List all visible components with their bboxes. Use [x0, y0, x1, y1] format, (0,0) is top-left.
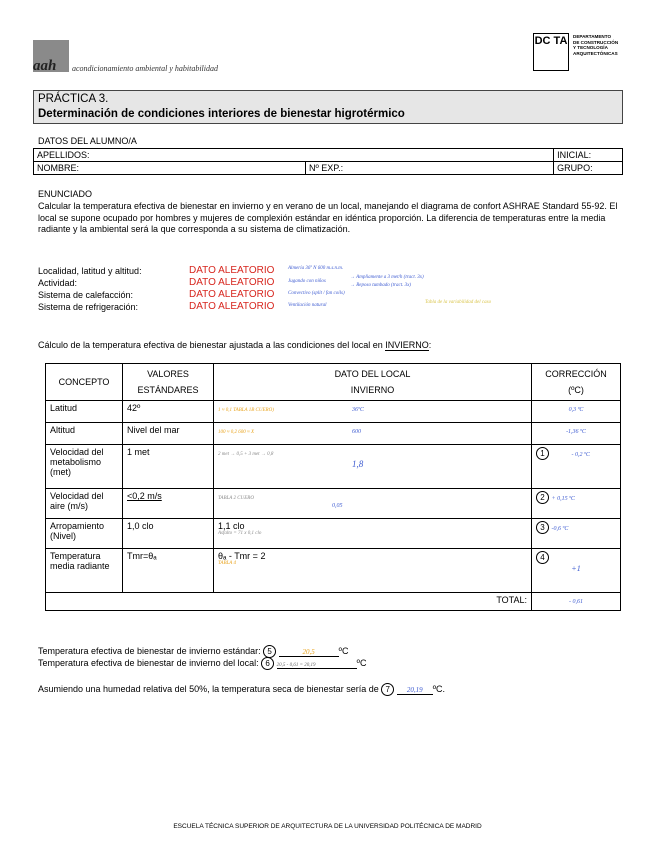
row-note: 100 ≈ 0,2 600 ≈ X: [218, 430, 255, 435]
local-cell[interactable]: [214, 549, 532, 593]
total-value: - 0,61: [569, 599, 583, 605]
row-note: 1 ≈ 0,1 TABLA 1B CUERO): [218, 408, 274, 413]
table-row: [46, 549, 621, 593]
result-local: [38, 657, 366, 670]
result-local-value[interactable]: 20,5 - 0,61 = 20,19: [277, 663, 357, 669]
row-note: TABLA 2 CUERO: [218, 496, 254, 501]
nombre-field[interactable]: NOMBRE:: [34, 162, 306, 175]
student-heading: DATOS DEL ALUMNO/A: [38, 136, 137, 146]
param-value: DATO ALEATORIO: [189, 265, 275, 276]
param-note: Almería 36º N 600 m.s.n.m.: [288, 266, 344, 271]
note-cell: [214, 401, 313, 423]
param-value: DATO ALEATORIO: [189, 301, 275, 312]
table-row: [46, 423, 621, 445]
circle-number: 7: [381, 683, 394, 696]
concepto-cell: Velocidad del metabolismo (met): [46, 445, 123, 489]
note-cell: [214, 489, 313, 519]
header-dato-1: DATO DEL LOCAL: [334, 369, 411, 379]
param-label: Localidad, latitud y altitud:: [38, 266, 142, 276]
header-corr-2: (ºC): [568, 385, 584, 395]
local-cell[interactable]: [312, 423, 532, 445]
correction-cell[interactable]: [532, 401, 621, 423]
total-label: TOTAL:: [46, 593, 532, 611]
correction-value: 0,3 ºC: [568, 407, 584, 413]
header-valores-2: ESTÁNDARES: [137, 385, 199, 395]
practice-number: PRÁCTICA 3.: [38, 93, 109, 105]
param-label: Actividad:: [38, 278, 78, 288]
param-note: Ventilación natural: [288, 303, 327, 308]
dcta-logo-text: DC TA: [534, 35, 568, 47]
circle-number: 1: [536, 447, 549, 460]
apellidos-field[interactable]: APELLIDOS:: [34, 149, 554, 162]
total-cell[interactable]: [532, 593, 621, 611]
note-cell: [214, 445, 313, 489]
concepto-cell: Latitud: [46, 401, 123, 423]
correction-value: + 0,15 ºC: [551, 496, 575, 502]
correction-cell[interactable]: [532, 423, 621, 445]
result-local-unit: ºC: [356, 658, 367, 668]
result-dry-label: Asumiendo una humedad relativa del 50%, la temperatura seca de bienestar sería de: [38, 684, 379, 694]
estandar-cell: Nivel del mar: [123, 423, 214, 445]
inicial-field[interactable]: INICIAL:: [554, 149, 623, 162]
local-cell[interactable]: [312, 489, 532, 519]
result-standard-label: Temperatura efectiva de bienestar de invierno estándar:: [38, 646, 261, 656]
estandar-value: <0,2 m/s: [127, 491, 162, 501]
estandar-cell: [123, 489, 214, 519]
grupo-field[interactable]: GRUPO:: [554, 162, 623, 175]
estandar-cell: Tmr=θₐ: [123, 549, 214, 593]
activity-note-a: → Ampliamente a 3 met/h (tract. 3x): [350, 275, 424, 280]
param-note: Jugando con niños: [288, 279, 326, 284]
circle-number: 3: [536, 521, 549, 534]
correction-table: [45, 363, 621, 611]
activity-note-b: → Reposo tumbado (tract. 3x): [350, 283, 411, 288]
dcta-logo: [533, 33, 569, 71]
department-name: [573, 34, 633, 56]
header-valores-1: VALORES: [147, 369, 189, 379]
circle-number: 2: [536, 491, 549, 504]
row-note: Asfalto = 71 x 0,1 clo: [218, 531, 262, 536]
aah-logo-letters: aah: [33, 58, 57, 74]
result-dry-value[interactable]: 20,19: [397, 686, 433, 695]
header-corr-1: CORRECCIÓN: [545, 369, 607, 379]
enunciado-text: Calcular la temperatura efectiva de bienestar en invierno y en verano de un local, manejando el diagrama de confort ASHRAE Standard 55-92. El local se supone ocupado por hombres y mujeres de complexión estándar en idéntica proporción. La diferencia de temperaturas entre la media radiante y la ambiental será la que corresponda a su sistema de climatización.: [38, 201, 618, 234]
correction-value: +1: [571, 564, 581, 573]
dept-line: Y TECNOLOGÍA: [573, 45, 608, 50]
table-row: [46, 401, 621, 423]
aah-logo-text: acondicionamiento ambiental y habitabilidad: [72, 64, 218, 73]
student-table: [33, 148, 623, 175]
total-row: [46, 593, 621, 611]
circle-number: 5: [263, 645, 276, 658]
calc-title-suffix: :: [428, 340, 432, 350]
row-note: 2 met → 0,5 + 3 met → 0,8: [218, 452, 274, 457]
local-value: 1,8: [352, 459, 364, 469]
concepto-cell: Altitud: [46, 423, 123, 445]
dept-line: ARQUITECTÓNICAS: [573, 50, 618, 56]
practice-title: Determinación de condiciones interiores de bienestar higrotérmico: [38, 108, 405, 120]
local-cell[interactable]: [312, 401, 532, 423]
nexp-field[interactable]: Nº EXP.:: [306, 162, 554, 175]
result-local-label: Temperatura efectiva de bienestar de invierno del local:: [38, 658, 259, 668]
circle-number: 6: [261, 657, 274, 670]
local-value: 600: [352, 429, 361, 435]
param-value: DATO ALEATORIO: [189, 277, 275, 288]
correction-cell[interactable]: [532, 489, 621, 519]
radiant-note: Tabla de la variabilidad del caso: [425, 300, 492, 305]
note-cell: [214, 423, 313, 445]
result-standard-unit: ºC: [338, 646, 349, 656]
footer: ESCUELA TÉCNICA SUPERIOR DE ARQUITECTURA DE LA UNIVERSIDAD POLITÉCNICA DE MADRID: [173, 823, 482, 830]
local-value: θₐ - Tmr = 2: [218, 551, 266, 561]
table-row: [46, 489, 621, 519]
correction-value: -1,36 ºC: [566, 429, 586, 435]
result-dry-unit: ºC.: [432, 684, 446, 694]
estandar-cell: 42º: [123, 401, 214, 423]
enunciado-heading: ENUNCIADO: [38, 189, 93, 199]
header-valores: [123, 364, 214, 401]
concepto-cell: Temperatura media radiante: [46, 549, 123, 593]
correction-cell[interactable]: [532, 445, 621, 489]
dept-line: DE CONSTRUCCIÓN: [573, 39, 619, 45]
local-value: 1,1 clo: [218, 521, 245, 531]
calc-season: INVIERNO: [385, 340, 429, 350]
result-dry: [38, 683, 445, 696]
result-standard-value[interactable]: 20,5: [279, 648, 339, 657]
estandar-cell: 1 met: [123, 445, 214, 489]
header-concepto: CONCEPTO: [46, 364, 123, 401]
local-value: 36ºC: [352, 407, 364, 413]
correction-cell[interactable]: [532, 549, 621, 593]
table-row: [46, 445, 621, 489]
row-note: TABLA 4: [218, 561, 237, 566]
local-cell[interactable]: [214, 519, 532, 549]
param-note: Convectivo (split / fan coils): [288, 291, 345, 296]
calc-title: [38, 340, 431, 351]
concepto-cell: Velocidad del aire (m/s): [46, 489, 123, 519]
local-cell[interactable]: [312, 445, 532, 489]
table-row: [46, 519, 621, 549]
correction-value: - 0,2 ºC: [571, 452, 590, 458]
correction-cell[interactable]: [532, 519, 621, 549]
estandar-cell: 1,0 clo: [123, 519, 214, 549]
header-dato: [214, 364, 532, 401]
concepto-cell: Arropamiento (Nivel): [46, 519, 123, 549]
circle-number: 4: [536, 551, 549, 564]
dept-line: DEPARTAMENTO: [573, 34, 612, 39]
header-dato-2: INVIERNO: [350, 385, 395, 395]
header-correccion: [532, 364, 621, 401]
calc-title-prefix: Cálculo de la temperatura efectiva de bienestar ajustada a las condiciones del local en: [38, 340, 386, 350]
param-value: DATO ALEATORIO: [189, 289, 275, 300]
param-label: Sistema de calefacción:: [38, 290, 134, 300]
param-label: Sistema de refrigeración:: [38, 302, 139, 312]
correction-value: -0,6 ºC: [551, 526, 569, 532]
local-value: 0,05: [332, 503, 343, 509]
